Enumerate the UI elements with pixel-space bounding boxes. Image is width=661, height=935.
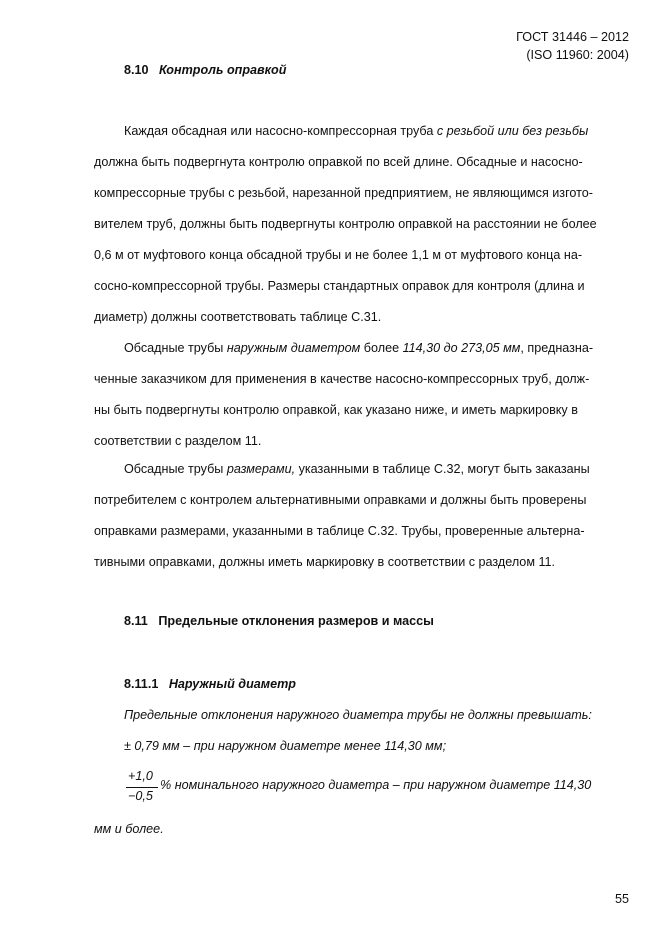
header-iso: (ISO 11960: 2004) [526,48,629,62]
list-item: ± 0,79 мм – при наружном диаметре менее 114,30 мм; [124,739,447,753]
fraction-bar [126,787,158,788]
fraction-denominator: −0,5 [128,789,153,803]
paragraph-line: ченные заказчиком для применения в качестве насосно-компрессорных труб, долж- [94,372,590,386]
text-run: Обсадные трубы [124,462,227,476]
paragraph-line: компрессорные трубы с резьбой, нарезанной предприятием, не являющимся изгото- [94,186,593,200]
text-run-italic: 114,30 до 273,05 мм [402,341,521,355]
paragraph-line: Предельные отклонения наружного диаметра трубы не должны превышать: [124,708,592,722]
text-run: более [360,341,403,355]
paragraph-line: 0,6 м от муфтового конца обсадной трубы и не более 1,1 м от муфтового конца на- [94,248,583,262]
section-title: Предельные отклонения размеров и массы [158,614,434,628]
paragraph-line: мм и более. [94,822,164,836]
paragraph-line: потребителем с контролем альтернативными оправками и должны быть проверены [94,493,587,507]
paragraph-line: должна быть подвергнута контролю оправкой по всей длине. Обсадные и насосно- [94,155,583,169]
paragraph-line: сосно-компрессорной трубы. Размеры стандартных оправок для контроля (длина и [94,279,585,293]
text-run: Каждая обсадная или насосно-компрессорная труба [124,124,437,138]
section-title: Контроль оправкой [159,63,287,77]
paragraph-line: тивными оправками, должны иметь маркировку в соответствии с разделом 11. [94,555,556,569]
paragraph-line: вителем труб, должны быть подвергнуты контролю оправкой на расстоянии не более [94,217,597,231]
section-title: Наружный диаметр [168,677,296,691]
text-run-italic: размерами, [226,462,296,476]
section-8-11-1-heading [124,677,296,691]
paragraph-line [124,124,588,138]
page-number: 55 [614,892,629,906]
paragraph-line [124,462,590,476]
fraction-numerator: +1,0 [128,769,153,783]
paragraph-line: ны быть подвергнуты контролю оправкой, как указано ниже, и иметь маркировку в [94,403,578,417]
text-run: указанными в таблице С.32, могут быть заказаны [295,462,590,476]
section-number: 8.11 [124,614,148,628]
text-run: Обсадные трубы [124,341,227,355]
paragraph-line: диаметр) должны соответствовать таблице С.31. [94,310,382,324]
header-gost: ГОСТ 31446 – 2012 [516,30,629,44]
text-run-italic: наружным диаметром [226,341,361,355]
section-number: 8.10 [124,63,149,77]
list-item: % номинального наружного диаметра – при наружном диаметре 114,30 [160,778,592,792]
section-8-11-heading [124,614,434,628]
text-run: , предназна- [520,341,594,355]
section-number: 8.11.1 [124,677,159,691]
text-run-italic: с резьбой или без резьбы [436,124,589,138]
paragraph-line: оправками размерами, указанными в таблице С.32. Трубы, проверенные альтерна- [94,524,585,538]
paragraph-line: соответствии с разделом 11. [94,434,262,448]
paragraph-line [124,341,593,355]
section-8-10-heading [124,63,286,77]
